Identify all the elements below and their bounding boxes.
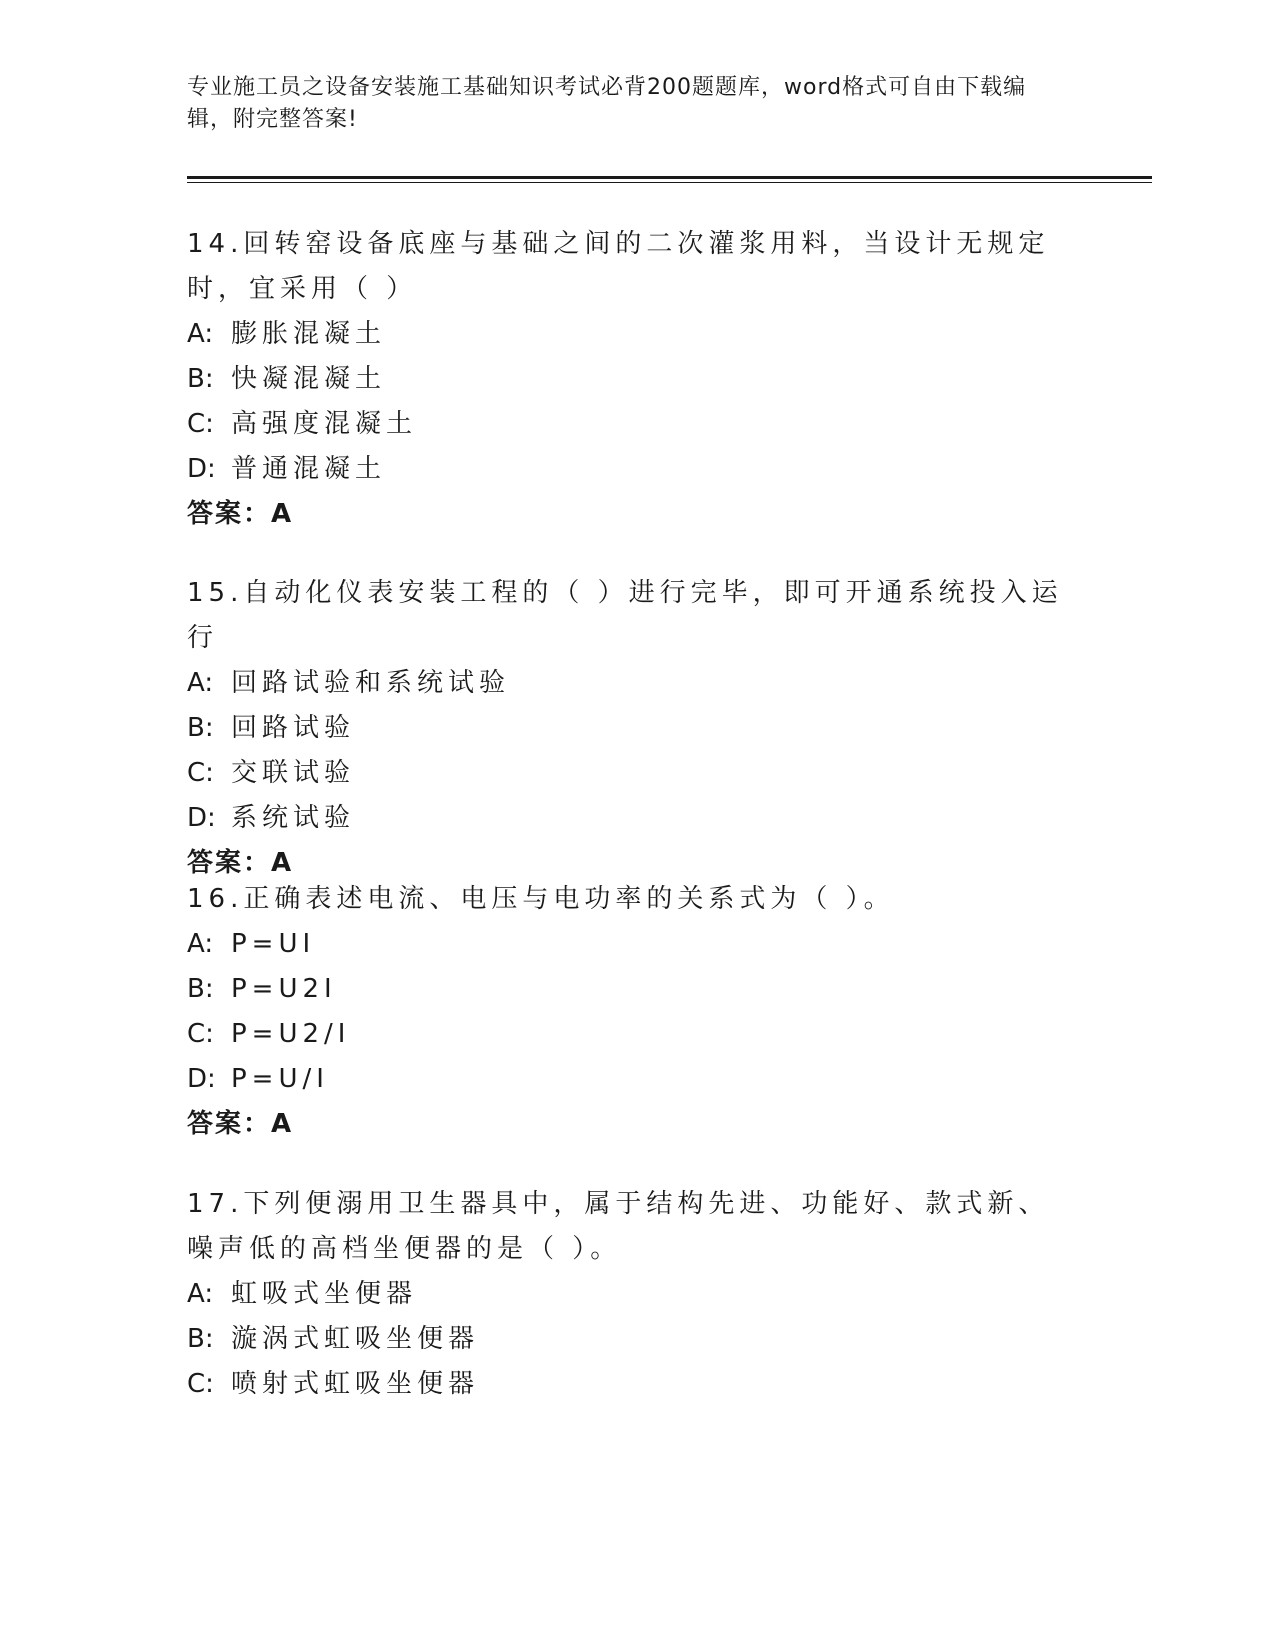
question-text: 15.自动化仪表安装工程的（ ）进行完毕，即可开通系统投入运行 [187,578,1063,653]
option-c [187,402,1067,447]
option-text: P=U2/I [231,1019,351,1049]
document-header [187,72,1067,136]
option-key: C: [187,1369,214,1399]
option-key: D: [187,803,216,833]
question-17 [187,1182,1067,1407]
option-text: 膨胀混凝土 [231,319,387,349]
option-c [187,751,1067,796]
option-text: 虹吸式坐便器 [231,1279,418,1309]
option-d [187,447,1067,492]
option-b [187,706,1067,751]
option-a [187,922,1067,967]
option-b [187,967,1067,1012]
option-text: 普通混凝土 [231,454,387,484]
option-key: D: [187,1064,216,1094]
option-b [187,357,1067,402]
option-key: C: [187,1019,214,1049]
header-divider-thick [187,176,1152,179]
option-text: 交联试验 [231,758,356,788]
option-text: 喷射式虹吸坐便器 [231,1369,480,1399]
option-key: A: [187,1279,214,1309]
option-text: 系统试验 [231,803,356,833]
option-d [187,796,1067,841]
option-text: 回路试验和系统试验 [231,668,511,698]
answer-line: 答案：A [187,499,294,529]
option-key: D: [187,454,216,484]
option-text: 快凝混凝土 [231,364,387,394]
answer-line: 答案：A [187,848,294,878]
question-text: 14.回转窑设备底座与基础之间的二次灌浆用料，当设计无规定时，宜采用（ ） [187,229,1050,304]
option-key: A: [187,929,214,959]
option-key: B: [187,1324,214,1354]
option-key: A: [187,319,214,349]
question-text: 16.正确表述电流、电压与电功率的关系式为（ ）。 [187,884,895,914]
option-a [187,1272,1067,1317]
option-text: P=U2I [231,974,337,1004]
option-key: B: [187,364,214,394]
option-text: P=U/I [231,1064,329,1094]
option-key: A: [187,668,214,698]
option-key: C: [187,758,214,788]
header-divider-thin [187,182,1152,183]
option-text: 漩涡式虹吸坐便器 [231,1324,480,1354]
option-key: C: [187,409,214,439]
option-text: 回路试验 [231,713,356,743]
question-text: 17.下列便溺用卫生器具中，属于结构先进、功能好、款式新、噪声低的高档坐便器的是（ ）。 [187,1189,1050,1264]
document-title: 专业施工员之设备安装施工基础知识考试必背200题题库，word格式可自由下载编辑，附完整答案! [187,75,1027,132]
option-text: 高强度混凝土 [231,409,418,439]
option-text: P=UI [231,929,316,959]
option-c [187,1012,1067,1057]
option-key: B: [187,713,214,743]
option-a [187,312,1067,357]
option-a [187,661,1067,706]
question-15 [187,571,1067,886]
option-key: B: [187,974,214,1004]
option-b [187,1317,1067,1362]
answer-line: 答案：A [187,1109,294,1139]
option-c [187,1362,1067,1407]
question-14 [187,222,1067,537]
option-d [187,1057,1067,1102]
question-16 [187,877,1067,1147]
